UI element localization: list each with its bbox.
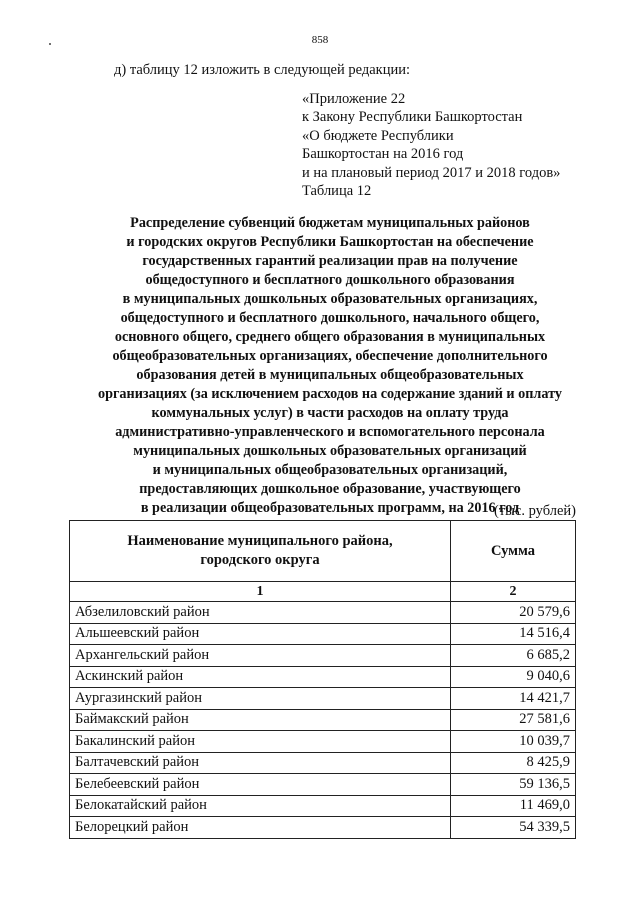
district-name: Бакалинский район — [70, 731, 451, 753]
title-line: Распределение субвенций бюджетам муниципальных районов — [130, 215, 530, 231]
district-name: Белорецкий район — [70, 817, 451, 839]
title-line: общедоступного и бесплатного дошкольного, начального общего, — [120, 310, 540, 326]
table-row — [70, 645, 576, 667]
table-row — [70, 623, 576, 645]
district-name: Белокатайский район — [70, 795, 451, 817]
table-row — [70, 795, 576, 817]
title-line: образования детей в муниципальных общеобразовательных — [136, 367, 524, 383]
title-line: предоставляющих дошкольное образование, участвующего — [139, 481, 521, 497]
district-name: Аургазинский район — [70, 688, 451, 710]
appendix-line: «О бюджете Республики — [302, 127, 454, 144]
title-line: в муниципальных дошкольных образовательных организациях, — [122, 291, 538, 307]
column-number-row — [70, 582, 576, 602]
appendix-reference — [302, 90, 560, 200]
appendix-line: и на плановый период 2017 и 2018 годов» — [302, 164, 561, 181]
scan-speck — [49, 43, 51, 45]
document-title — [40, 214, 620, 518]
title-line: и городских округов Республики Башкортостан на обеспечение — [126, 234, 534, 250]
district-sum: 14 516,4 — [451, 623, 576, 645]
district-sum: 20 579,6 — [451, 602, 576, 624]
district-name: Балтачевский район — [70, 752, 451, 774]
district-sum: 59 136,5 — [451, 774, 576, 796]
district-sum: 27 581,6 — [451, 709, 576, 731]
title-line: основного общего, среднего общего образования в муниципальных — [114, 329, 546, 345]
district-sum: 8 425,9 — [451, 752, 576, 774]
page-number: 858 — [311, 34, 329, 46]
title-line: муниципальных дошкольных образовательных организаций — [133, 443, 527, 459]
appendix-line: Башкортостан на 2016 год — [302, 146, 464, 163]
title-line: общеобразовательных организациях, обеспечение дополнительного — [112, 348, 548, 364]
table-row — [70, 688, 576, 710]
table-row — [70, 752, 576, 774]
district-sum: 9 040,6 — [451, 666, 576, 688]
units-label: (тыс. рублей) — [494, 503, 576, 519]
table-header-row — [70, 521, 576, 582]
table-row — [70, 774, 576, 796]
column-number: 2 — [451, 582, 576, 602]
district-name: Абзелиловский район — [70, 602, 451, 624]
subvention-table — [69, 520, 576, 839]
appendix-line: к Закону Республики Башкортостан — [302, 109, 523, 126]
title-line: административно-управленческого и вспомогательного персонала — [115, 424, 545, 440]
district-sum: 6 685,2 — [451, 645, 576, 667]
district-name: Архангельский район — [70, 645, 451, 667]
district-sum: 54 339,5 — [451, 817, 576, 839]
title-line: общедоступного и бесплатного дошкольного образования — [145, 272, 515, 288]
title-line: организациях (за исключением расходов на содержание зданий и оплату — [98, 386, 562, 402]
table-row — [70, 602, 576, 624]
district-name: Аскинский район — [70, 666, 451, 688]
table-row — [70, 666, 576, 688]
district-sum: 11 469,0 — [451, 795, 576, 817]
title-line: в реализации общеобразовательных программ, на 2016 год — [140, 500, 520, 516]
district-sum: 10 039,7 — [451, 731, 576, 753]
header-name-line: Наименование муниципального района, — [127, 533, 393, 549]
column-header-sum: Сумма — [451, 521, 576, 582]
table-row — [70, 817, 576, 839]
table-row — [70, 731, 576, 753]
table-row — [70, 709, 576, 731]
table-number: Таблица 12 — [302, 183, 372, 200]
intro-text: д) таблицу 12 изложить в следующей редакции: — [114, 62, 411, 78]
appendix-line: «Приложение 22 — [302, 91, 406, 107]
district-sum: 14 421,7 — [451, 688, 576, 710]
title-line: и муниципальных общеобразовательных организаций, — [152, 462, 508, 478]
column-header-name — [70, 521, 451, 582]
column-number: 1 — [70, 582, 451, 602]
district-name: Альшеевский район — [70, 623, 451, 645]
district-name: Баймакский район — [70, 709, 451, 731]
title-line: государственных гарантий реализации прав на получение — [142, 253, 518, 269]
title-line: коммунальных услуг) в части расходов на оплату труда — [151, 405, 509, 421]
district-name: Белебеевский район — [70, 774, 451, 796]
header-name-line: городского округа — [200, 552, 320, 568]
